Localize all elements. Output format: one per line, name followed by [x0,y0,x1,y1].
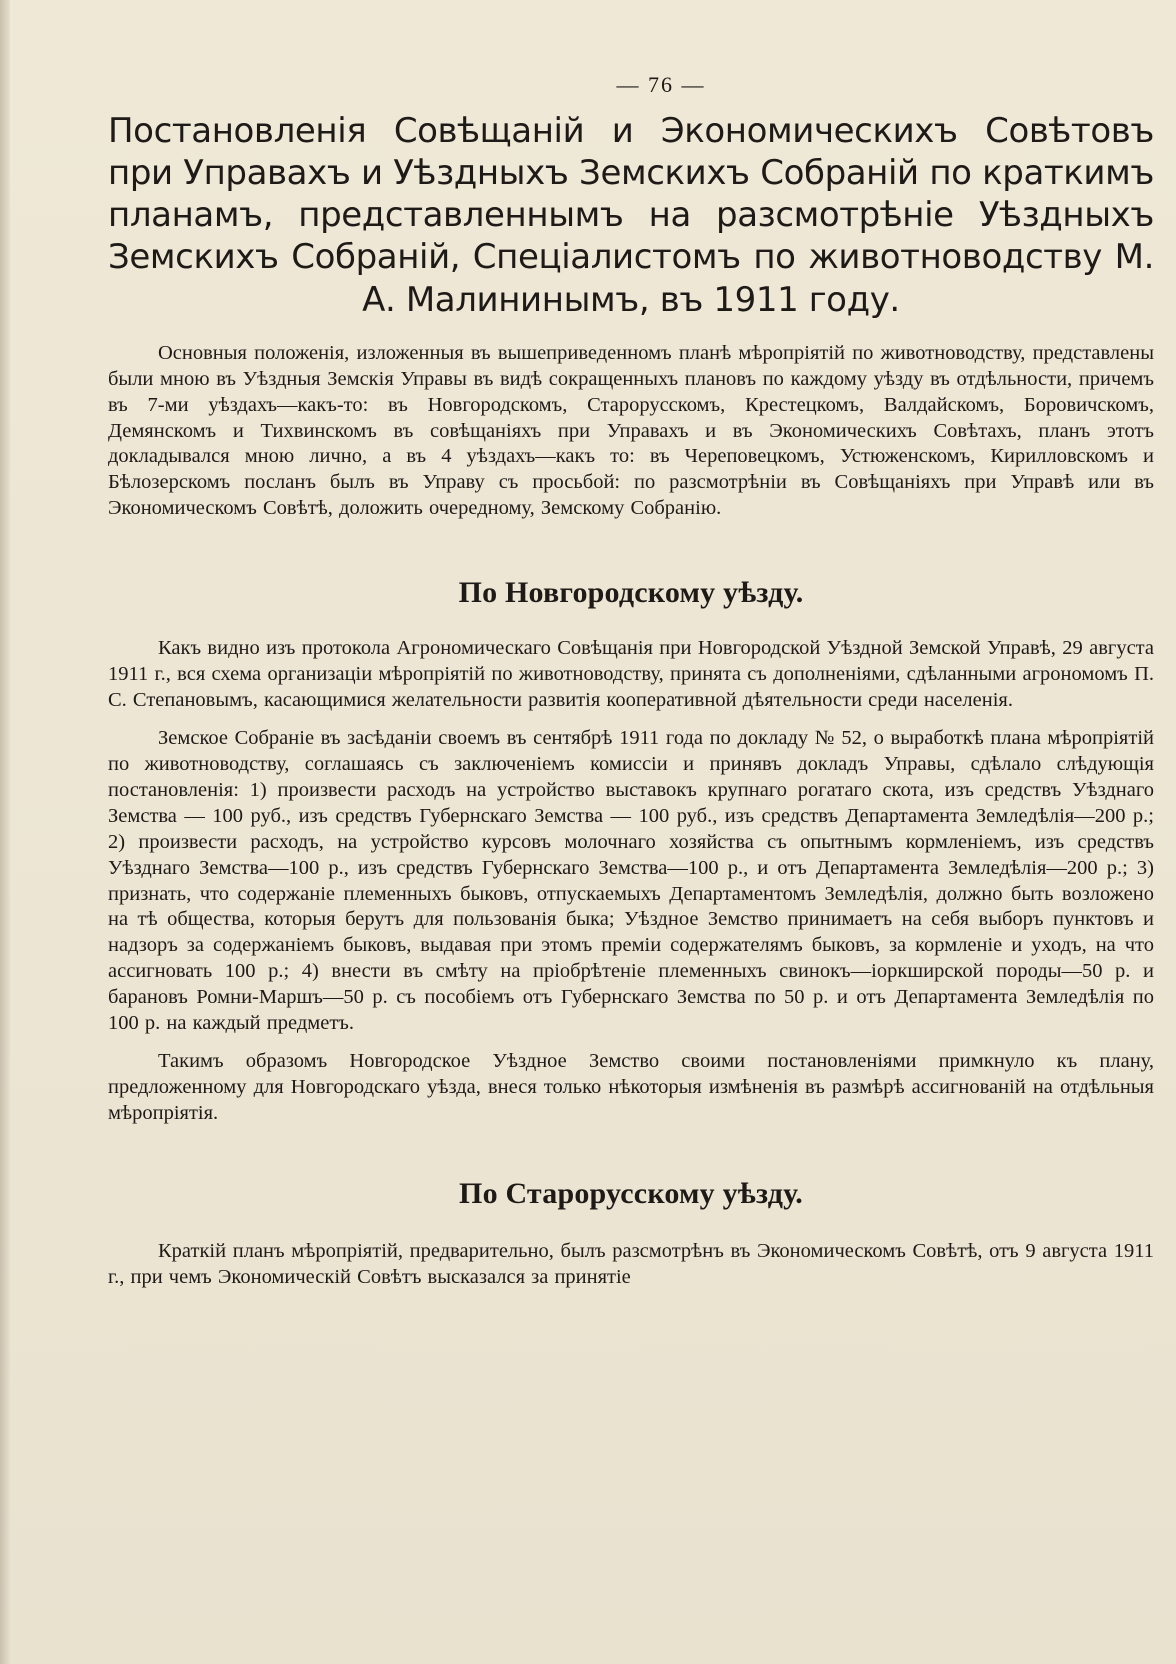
page-edge [0,0,10,1664]
section-heading-novgorod: По Новгородскому уѣзду. [458,576,804,610]
novgorod-paragraph-2: Земское Собраніе въ засѣданіи своемъ въ сентябрѣ 1911 года по докладу № 52, о выработкѣ плана мѣропріятій по животноводству, соглашаясь съ заключеніемъ комиссіи и принявъ докладъ Управы, сдѣлало слѣдующія постановленія: 1) произвести расходъ на устройство выставокъ крупнаго рогатаго скота, изъ средствъ Уѣзднаго Земства — 100 руб., изъ средствъ Губернскаго Земства — 100 руб., изъ средствъ Департамента Земледѣлія—200 р.; 2) произвести расходъ, на устройство курсовъ молочнаго хозяйства съ опытнымъ кормленіемъ, изъ средствъ Уѣзднаго Земства—100 р., изъ средствъ Губернскаго Земства—100 р., и отъ Департамента Земледѣлія—200 р.; 3) признать, что содержаніе племенныхъ быковъ, отпускаемыхъ Департаментомъ Земледѣлія, должно быть возложено на тѣ общества, которыя берутъ для пользованія быка; Уѣздное Земство принимаетъ на себя выборъ пунктовъ и надзоръ за содержаніемъ быковъ, выдавая при этомъ преміи содержателямъ быковъ, за кормленіе и уходъ, на что ассигновать 100 р.; 4) внести въ смѣту на пріобрѣтеніе племенныхъ свинокъ—іоркширской породы—50 р. и барановъ Ромни-Маршъ—50 р. съ пособіемъ отъ Губернскаго Земства по 50 р. и отъ Департамента Земледѣлія по 100 р. на каждый предметъ. [108,727,1154,1035]
document-title: Постановленія Совѣщаній и Экономическихъ Совѣтовъ при Управахъ и Уѣздныхъ Земскихъ Собраній по краткимъ планамъ, представленнымъ на разсмотрѣніе Уѣздныхъ Земскихъ Собраній, Спеціалистомъ по животноводству М. А. Малининымъ, въ 1911 году. [108,111,1154,320]
staraya-russa-paragraph-1: Краткій планъ мѣропріятій, предварительно, былъ разсмотрѣнъ въ Экономическомъ Совѣтѣ, отъ 9 августа 1911 г., при чемъ Экономическій Совѣтъ высказался за принятіе [108,1239,1154,1288]
section-heading-staraya-russa: По Старорусскому уѣзду. [459,1176,803,1210]
intro-paragraph: Основныя положенія, изложенныя въ вышеприведенномъ планѣ мѣропріятій по животноводству, представлены были мною въ Уѣздныя Земскія Управы въ видѣ сокращенныхъ плановъ по каждому уѣзду въ отдѣльности, причемъ въ 7-ми уѣздахъ—какъ-то: въ Новгородскомъ, Старорусскомъ, Крестецкомъ, Валдайскомъ, Боровичскомъ, Демянскомъ и Тихвинскомъ въ совѣщаніяхъ при Управахъ и въ Экономическихъ Совѣтахъ, планъ этотъ докладывался мною лично, а въ 4 уѣздахъ—какъ то: въ Череповецкомъ, Устюженскомъ, Кирилловскомъ и Бѣлозерскомъ посланъ былъ въ Управу съ просьбой: по разсмотрѣніи въ Совѣщаніяхъ при Управѣ или въ Экономическомъ Совѣтѣ, доложить очередному, Земскому Собранію. [108,341,1154,520]
page-number: — 76 — [616,72,706,97]
novgorod-paragraph-3: Такимъ образомъ Новгородское Уѣздное Земство своими постановленіями примкнуло къ плану, предложенному для Новгородскаго уѣзда, внеся только нѣкоторыя измѣненія въ размѣрѣ ассигнованій на отдѣльныя мѣропріятія. [108,1050,1154,1124]
novgorod-paragraph-1: Какъ видно изъ протокола Агрономическаго Совѣщанія при Новгородской Уѣздной Земской Управѣ, 29 августа 1911 г., вся схема организаціи мѣропріятій по животноводству, принята съ дополненіями, сдѣланными агрономомъ П. С. Степановымъ, касающимися желательности развитія кооперативной дѣятельности среди населенія. [108,637,1154,712]
